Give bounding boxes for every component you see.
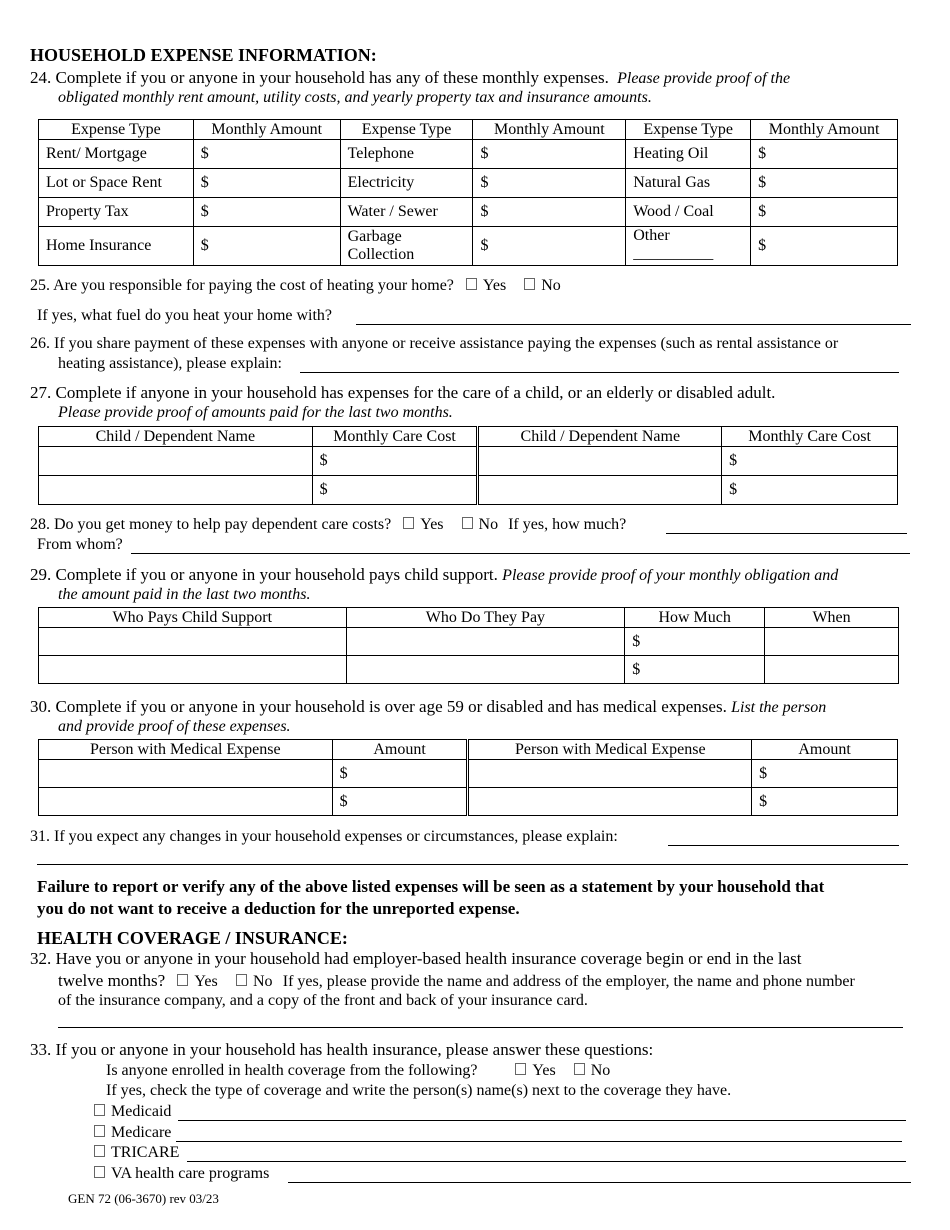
other-label: Other xyxy=(633,227,670,244)
medical-header: Person with Medical Expense xyxy=(468,740,752,760)
care-header: Monthly Care Cost xyxy=(722,427,898,447)
q24-text: Complete if you or anyone in your household has any of these monthly expenses. xyxy=(55,68,609,87)
q31-number: 31. xyxy=(30,828,50,845)
q26-text1: If you share payment of these expenses with anyone or receive assistance paying the expenses (such as rental assistance or xyxy=(54,335,839,352)
support-header: Who Do They Pay xyxy=(346,608,625,628)
q27-note: Please provide proof of amounts paid for the last two months. xyxy=(58,404,453,421)
medical-amount-cell[interactable]: $ xyxy=(752,788,898,816)
tricare-label: TRICARE xyxy=(111,1144,180,1161)
medical-person-cell[interactable] xyxy=(39,760,333,788)
q32-no-label: No xyxy=(252,973,273,990)
medicaid-checkbox[interactable] xyxy=(94,1104,105,1116)
q33-no-checkbox[interactable] xyxy=(574,1063,585,1075)
q26-number: 26. xyxy=(30,335,50,352)
dependent-care-table xyxy=(38,426,898,505)
expense-header: Expense Type xyxy=(39,120,194,140)
q31-explain-line1[interactable] xyxy=(668,845,899,846)
va-label: VA health care programs xyxy=(111,1165,270,1182)
care-cost-cell[interactable]: $ xyxy=(722,476,898,505)
q32-text2b: If yes, please provide the name and address of the employer, the name and phone number xyxy=(282,973,855,990)
q28-line xyxy=(30,516,626,534)
medical-expense-table xyxy=(38,739,898,816)
medicaid-names-line[interactable] xyxy=(178,1120,906,1121)
q32-line1 xyxy=(30,949,802,969)
expense-type-cell-garbage xyxy=(340,227,473,266)
q33-no-label: No xyxy=(590,1062,611,1079)
expense-amount-cell[interactable]: $ xyxy=(473,227,626,266)
q27-line1 xyxy=(30,383,775,403)
q33-enrolled: Is anyone enrolled in health coverage from the following? xyxy=(106,1062,478,1079)
q25-yes-checkbox[interactable] xyxy=(466,278,477,290)
q25-follow: If yes, what fuel do you heat your home with? xyxy=(37,307,333,324)
q29-note1: Please provide proof of your monthly obligation and xyxy=(502,567,839,584)
expense-type-cell: Property Tax xyxy=(39,198,194,227)
failure-note-line1: Failure to report or verify any of the above listed expenses will be seen as a statement by your household that xyxy=(37,877,825,896)
medical-header: Amount xyxy=(332,740,468,760)
care-cost-cell[interactable]: $ xyxy=(722,447,898,476)
q26-line1 xyxy=(30,335,838,353)
medicare-checkbox[interactable] xyxy=(94,1125,105,1137)
care-header: Monthly Care Cost xyxy=(312,427,478,447)
expense-amount-cell[interactable]: $ xyxy=(193,169,340,198)
q28-text: Do you get money to help pay dependent care costs? xyxy=(54,516,392,533)
expense-type-cell: Wood / Coal xyxy=(626,198,751,227)
failure-note-line2: you do not want to receive a deduction for the unreported expense. xyxy=(37,899,520,918)
q29-line1 xyxy=(30,565,838,585)
expense-amount-cell[interactable]: $ xyxy=(193,227,340,266)
q32-yes-checkbox[interactable] xyxy=(177,974,188,986)
expense-amount-cell[interactable]: $ xyxy=(473,169,626,198)
expense-type-cell: Rent/ Mortgage xyxy=(39,140,194,169)
medical-header: Person with Medical Expense xyxy=(39,740,333,760)
q32-no-checkbox[interactable] xyxy=(236,974,247,986)
q32-yes-label: Yes xyxy=(194,973,218,990)
expense-type-cell: Lot or Space Rent xyxy=(39,169,194,198)
coverage-option-medicare xyxy=(86,1124,171,1142)
garbage-label: Garbage xyxy=(347,228,402,245)
q33-text: If you or anyone in your household has health insurance, please answer these questions: xyxy=(55,1040,654,1059)
support-when-cell[interactable] xyxy=(765,628,899,656)
q29-text: Complete if you or anyone in your household pays child support. xyxy=(55,565,498,584)
collection-label: Collection xyxy=(347,246,415,263)
expense-amount-cell[interactable]: $ xyxy=(473,198,626,227)
expense-type-cell: Heating Oil xyxy=(626,140,751,169)
care-cost-cell[interactable]: $ xyxy=(312,476,478,505)
coverage-option-tricare xyxy=(86,1144,179,1162)
q30-note2: and provide proof of these expenses. xyxy=(58,718,291,735)
medical-amount-cell[interactable]: $ xyxy=(752,760,898,788)
support-header: How Much xyxy=(625,608,765,628)
q25-text: Are you responsible for paying the cost of heating your home? xyxy=(53,277,454,294)
expense-amount-cell[interactable]: $ xyxy=(751,140,898,169)
q30-line1 xyxy=(30,697,826,717)
q32-text1: Have you or anyone in your household had employer-based health insurance coverage begin or end in the last xyxy=(55,949,802,968)
child-support-table xyxy=(38,607,899,684)
care-name-cell[interactable] xyxy=(39,447,313,476)
q25-no-label: No xyxy=(541,277,561,294)
q31-explain-line2[interactable] xyxy=(37,864,908,865)
other-blank[interactable]: __________ xyxy=(633,245,714,262)
care-cost-cell[interactable]: $ xyxy=(312,447,478,476)
tricare-checkbox[interactable] xyxy=(94,1145,105,1157)
support-amount-cell[interactable]: $ xyxy=(625,628,765,656)
medicare-names-line[interactable] xyxy=(176,1141,902,1142)
expense-header: Monthly Amount xyxy=(473,120,626,140)
expense-type-cell: Water / Sewer xyxy=(340,198,473,227)
q33-yes-label: Yes xyxy=(532,1062,556,1079)
q31-text: If you expect any changes in your household expenses or circumstances, please explain: xyxy=(54,828,618,845)
expense-amount-cell[interactable]: $ xyxy=(473,140,626,169)
q33-yes-checkbox[interactable] xyxy=(515,1063,526,1075)
q29-number: 29. xyxy=(30,565,52,584)
q33-check-type: If yes, check the type of coverage and write the person(s) name(s) next to the coverage they have. xyxy=(106,1082,732,1099)
q28-no-label: No xyxy=(478,516,499,533)
q32-line2 xyxy=(58,971,855,991)
q31-line xyxy=(30,828,618,846)
expense-type-cell-other xyxy=(626,227,751,266)
care-name-cell[interactable] xyxy=(478,447,722,476)
medical-amount-cell[interactable]: $ xyxy=(332,788,468,816)
q32-line3: of the insurance company, and a copy of the front and back of your insurance card. xyxy=(58,992,588,1009)
expense-header: Expense Type xyxy=(626,120,751,140)
q30-number: 30. xyxy=(30,697,52,716)
q29-note2: the amount paid in the last two months. xyxy=(58,586,311,603)
q30-text: Complete if you or anyone in your household is over age 59 or disabled and has medical expenses. xyxy=(55,697,727,716)
support-amount-cell[interactable]: $ xyxy=(625,656,765,684)
q33-line1 xyxy=(30,1040,653,1060)
q28-from-whom: From whom? xyxy=(37,536,123,553)
expense-amount-cell[interactable]: $ xyxy=(751,169,898,198)
care-name-cell[interactable] xyxy=(478,476,722,505)
q25-line xyxy=(30,277,561,295)
q24-note1: Please provide proof of the xyxy=(617,70,791,87)
q32-number: 32. xyxy=(30,949,52,968)
q27-text: Complete if anyone in your household has expenses for the care of a child, or an elderly or disabled adult. xyxy=(55,383,776,402)
q32-answer-line[interactable] xyxy=(58,1027,903,1028)
va-checkbox[interactable] xyxy=(94,1166,105,1178)
expense-header: Monthly Amount xyxy=(751,120,898,140)
support-payee-cell[interactable] xyxy=(346,628,625,656)
care-header: Child / Dependent Name xyxy=(39,427,313,447)
medicare-label: Medicare xyxy=(111,1124,172,1141)
q28-yes-checkbox[interactable] xyxy=(403,517,414,529)
support-payer-cell[interactable] xyxy=(39,628,347,656)
expense-type-cell: Natural Gas xyxy=(626,169,751,198)
q28-yes-label: Yes xyxy=(420,516,444,533)
q26-explain-line[interactable] xyxy=(300,372,899,373)
expense-amount-cell[interactable]: $ xyxy=(751,198,898,227)
tricare-names-line[interactable] xyxy=(187,1161,906,1162)
medical-amount-cell[interactable]: $ xyxy=(332,760,468,788)
q25-yes-label: Yes xyxy=(482,277,507,294)
care-header: Child / Dependent Name xyxy=(478,427,722,447)
support-payer-cell[interactable] xyxy=(39,656,347,684)
expense-type-cell: Electricity xyxy=(340,169,473,198)
expense-amount-cell[interactable]: $ xyxy=(193,198,340,227)
expense-amount-cell[interactable]: $ xyxy=(751,227,898,266)
medical-person-cell[interactable] xyxy=(39,788,333,816)
medicaid-label: Medicaid xyxy=(111,1103,172,1120)
section-heading-household: HOUSEHOLD EXPENSE INFORMATION: xyxy=(30,45,377,65)
q30-note1: List the person xyxy=(731,699,827,716)
expense-table xyxy=(38,119,898,266)
va-names-line[interactable] xyxy=(288,1182,911,1183)
q24-line1 xyxy=(30,68,790,88)
support-header: When xyxy=(765,608,899,628)
medical-header: Amount xyxy=(752,740,898,760)
q27-number: 27. xyxy=(30,383,52,402)
medical-person-cell[interactable] xyxy=(468,788,752,816)
q32-text2a: twelve months? xyxy=(58,971,166,990)
q33-number: 33. xyxy=(30,1040,52,1059)
support-payee-cell[interactable] xyxy=(346,656,625,684)
expense-type-cell: Home Insurance xyxy=(39,227,194,266)
expense-type-cell: Telephone xyxy=(340,140,473,169)
q28-how-much: If yes, how much? xyxy=(508,516,627,533)
q28-number: 28. xyxy=(30,516,50,533)
medical-person-cell[interactable] xyxy=(468,760,752,788)
expense-header: Monthly Amount xyxy=(193,120,340,140)
q28-how-much-line[interactable] xyxy=(666,533,907,534)
q25-fuel-line[interactable] xyxy=(356,324,911,325)
q26-line2: heating assistance), please explain: xyxy=(58,355,282,372)
q25-no-checkbox[interactable] xyxy=(524,278,535,290)
q25-number: 25. xyxy=(30,277,50,294)
support-when-cell[interactable] xyxy=(765,656,899,684)
expense-header: Expense Type xyxy=(340,120,473,140)
q24-note2: obligated monthly rent amount, utility costs, and yearly property tax and insurance amounts. xyxy=(58,89,652,106)
q28-no-checkbox[interactable] xyxy=(462,517,473,529)
q33-enrolled-line xyxy=(106,1062,610,1080)
form-id: GEN 72 (06-3670) rev 03/23 xyxy=(68,1191,219,1206)
coverage-option-va xyxy=(86,1165,269,1183)
section-heading-health: HEALTH COVERAGE / INSURANCE: xyxy=(37,928,348,948)
coverage-option-medicaid xyxy=(86,1103,171,1121)
q28-from-whom-line[interactable] xyxy=(131,553,910,554)
support-header: Who Pays Child Support xyxy=(39,608,347,628)
care-name-cell[interactable] xyxy=(39,476,313,505)
expense-amount-cell[interactable]: $ xyxy=(193,140,340,169)
q24-number: 24. xyxy=(30,68,52,87)
